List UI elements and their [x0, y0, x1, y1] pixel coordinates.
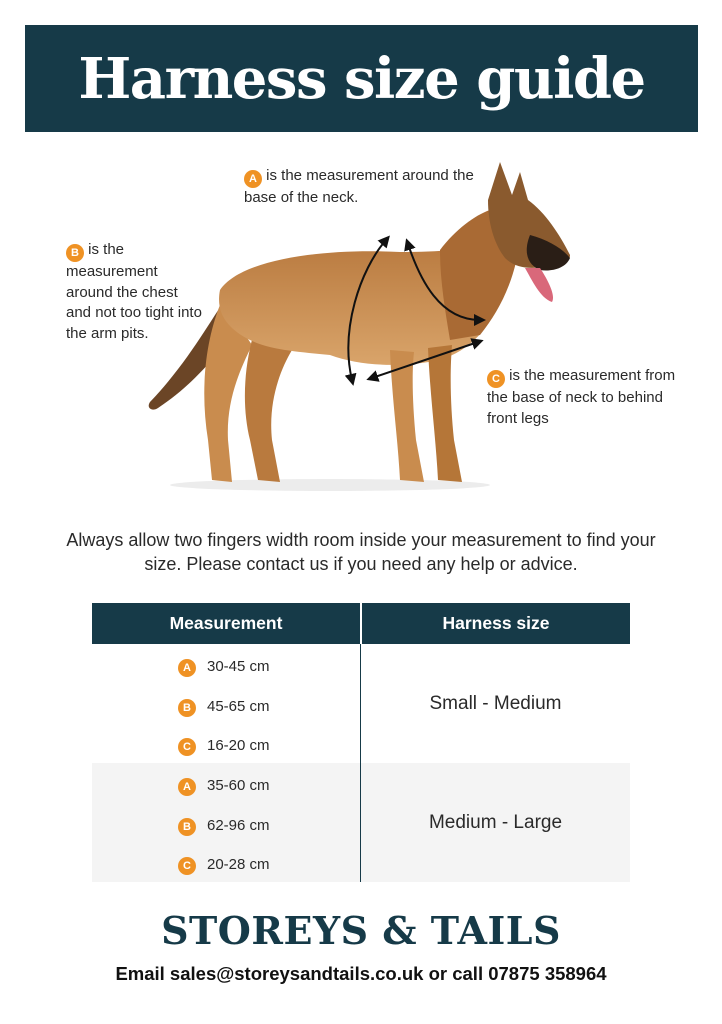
- measurement-row: [178, 658, 360, 698]
- badge-b-icon: B: [66, 244, 84, 262]
- measurement-value: 16-20 cm: [207, 737, 270, 755]
- measurement-row: [178, 856, 360, 896]
- annotation-chest-text: is the measurement around the chest and not too tight into the arm pits.: [66, 241, 202, 342]
- measurement-value: 62-96 cm: [207, 816, 270, 834]
- contact-info: Email sales@storeysandtails.co.uk or call 07875 358964: [115, 963, 607, 984]
- annotation-neck: [244, 166, 504, 209]
- harness-size-value: Medium - Large: [428, 811, 563, 833]
- measurement-list: [92, 644, 361, 763]
- page-title: Harness size guide: [78, 45, 645, 112]
- table-header: [92, 603, 630, 644]
- annotation-neck-text: is the measurement around the base of the neck.: [244, 167, 474, 207]
- dog-illustration-area: [0, 140, 722, 510]
- annotation-length: [487, 366, 687, 429]
- ground-shadow: [170, 479, 490, 491]
- measurement-value: 20-28 cm: [207, 856, 270, 874]
- measurement-value: 35-60 cm: [207, 777, 270, 794]
- measurement-list: [92, 763, 361, 882]
- brand-logo-text: STOREYS & TAILS: [161, 908, 561, 953]
- badge-b-icon: B: [178, 699, 196, 717]
- dog-front-leg-2: [428, 345, 462, 482]
- measurement-value: 30-45 cm: [207, 658, 270, 675]
- header-harness-size: Harness size: [442, 613, 550, 633]
- dog-tongue: [525, 268, 553, 302]
- badge-b-icon: B: [178, 818, 196, 836]
- size-table: [92, 603, 630, 882]
- measurement-value: 45-65 cm: [207, 697, 270, 715]
- header-measurement: Measurement: [92, 603, 362, 644]
- badge-a-icon: A: [178, 659, 196, 677]
- measurement-row: [178, 777, 360, 817]
- annotation-length-text: is the measurement from the base of neck to behind front legs: [487, 367, 676, 427]
- size-group-medium-large: [92, 763, 630, 882]
- size-group-small-medium: [92, 644, 630, 763]
- badge-c-icon: C: [487, 370, 505, 388]
- harness-size-value: Small - Medium: [429, 692, 562, 714]
- badge-a-icon: A: [178, 778, 196, 796]
- badge-c-icon: C: [178, 738, 196, 756]
- annotation-chest: [66, 240, 206, 344]
- badge-a-icon: A: [244, 170, 262, 188]
- badge-c-icon: C: [178, 857, 196, 875]
- measurement-row: [178, 698, 360, 738]
- title-banner: [25, 25, 698, 132]
- advice-text: Always allow two fingers width room inside your measurement to find your size. Please contact us if you need any help or advice.: [66, 530, 656, 574]
- measurement-row: [178, 817, 360, 857]
